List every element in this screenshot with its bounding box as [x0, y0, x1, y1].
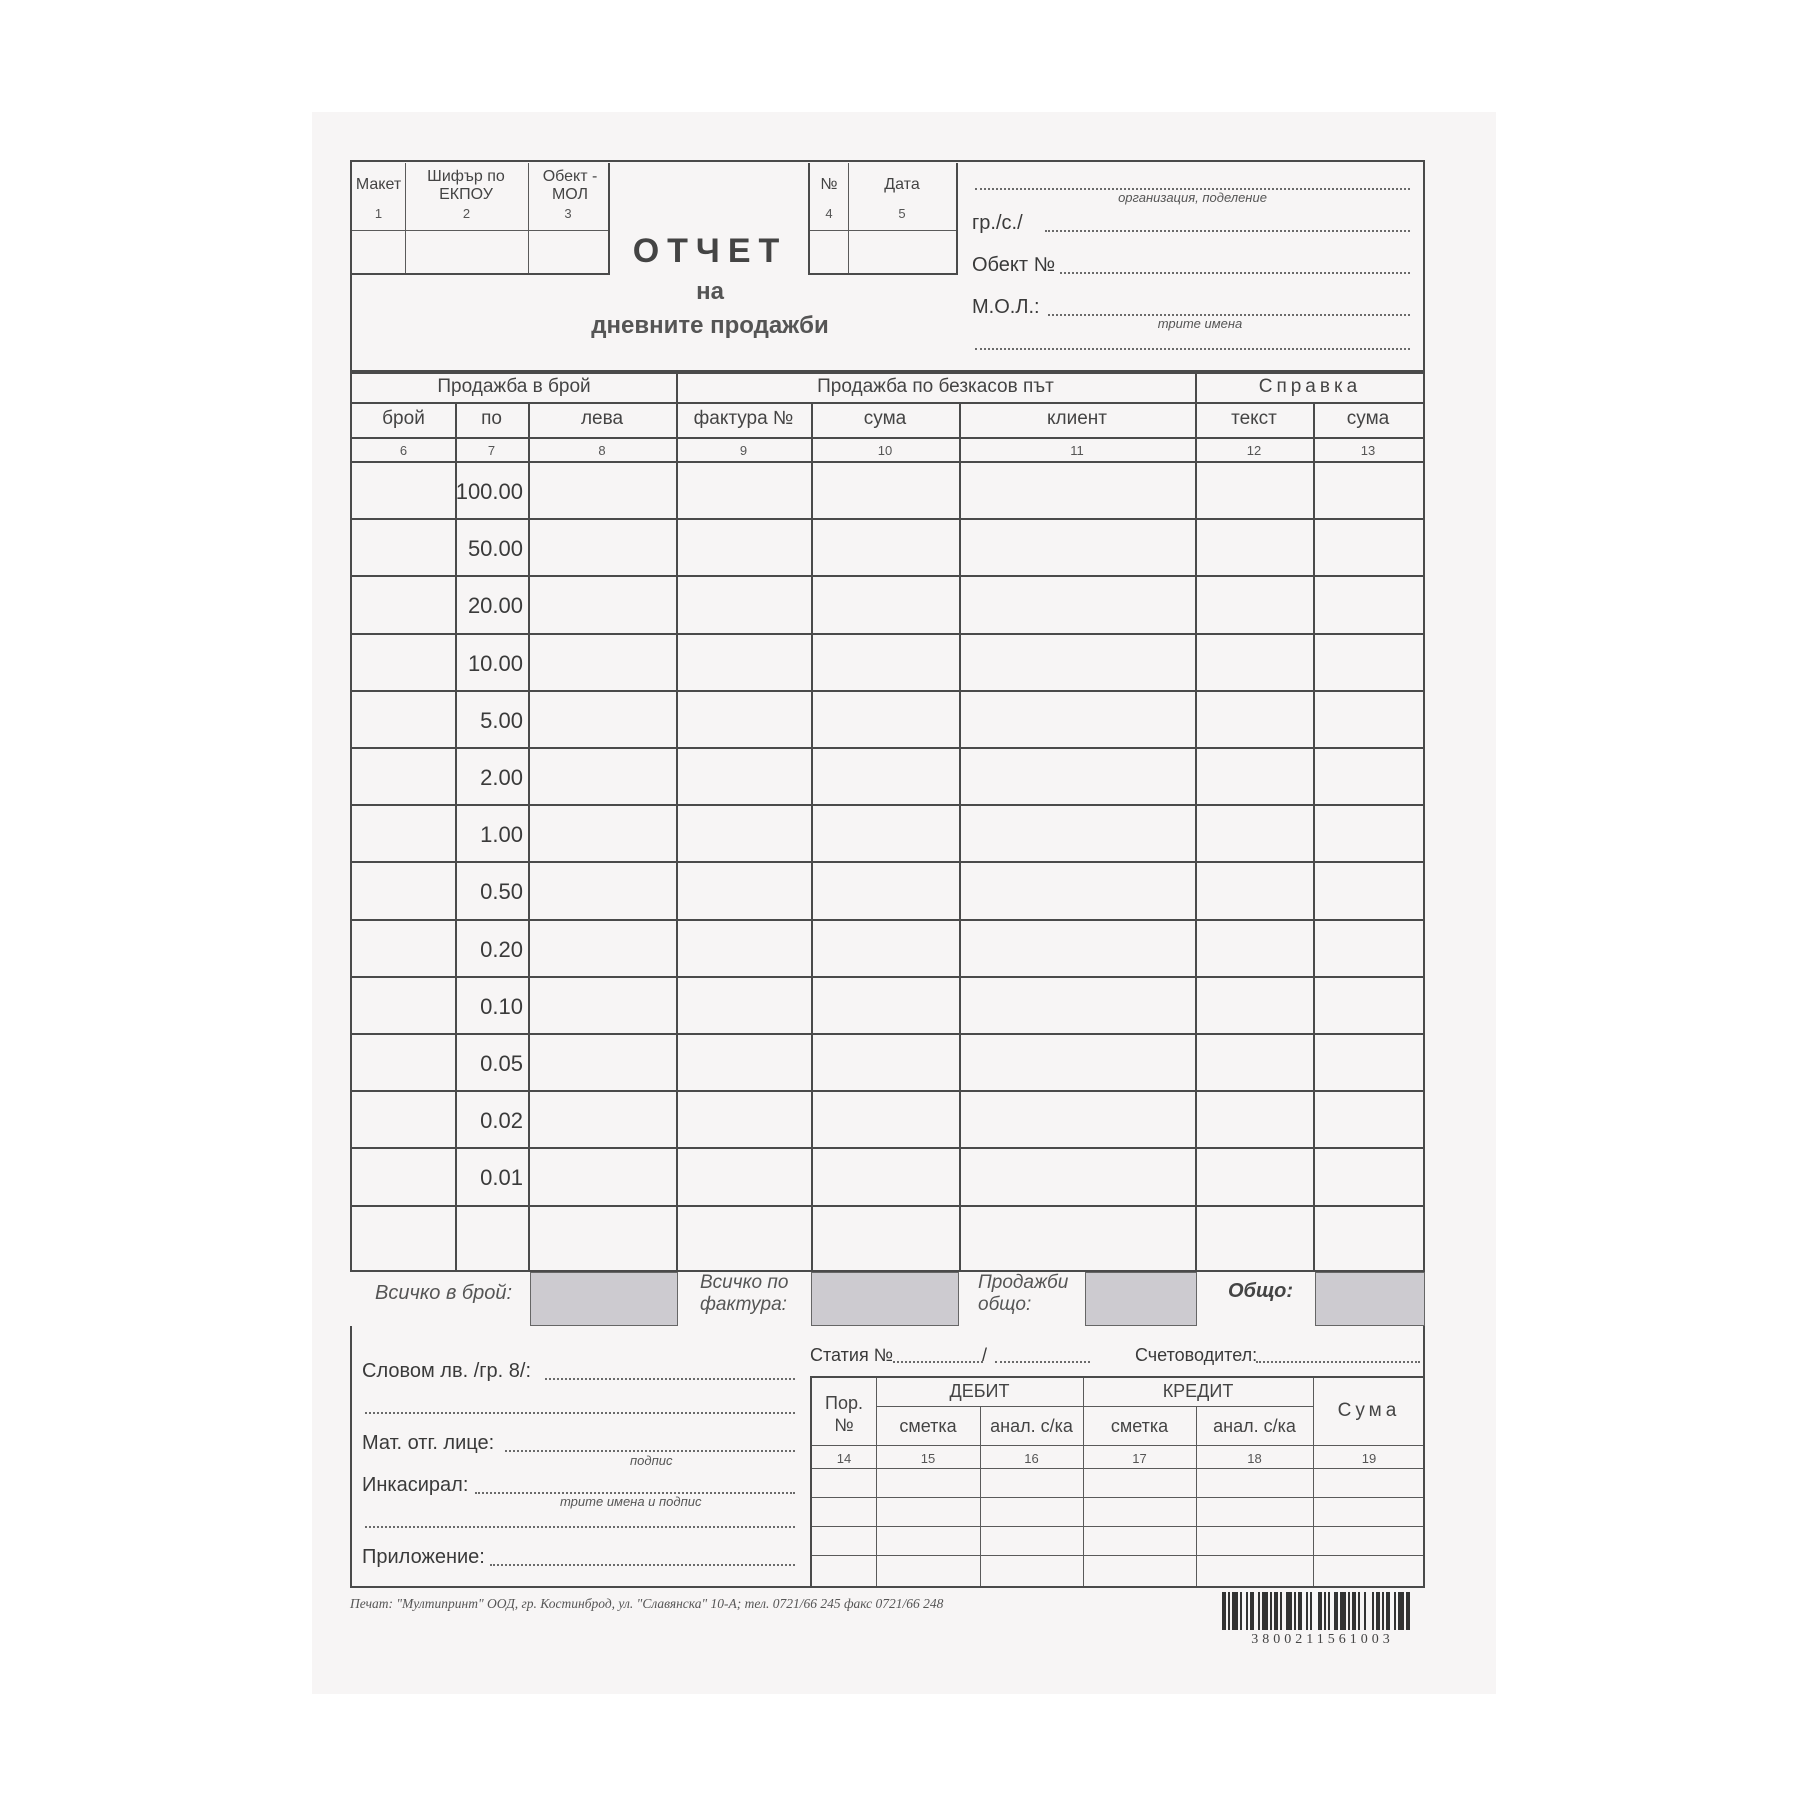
column-number: 10	[877, 443, 893, 458]
grand-total-label: Общо:	[1228, 1280, 1294, 1302]
code-box-left-divider	[352, 230, 608, 231]
amount-cell[interactable]	[528, 575, 676, 632]
ledger-hline-5	[812, 1526, 1423, 1527]
barcode-bar	[1376, 1592, 1380, 1630]
barcode-bar	[1280, 1592, 1282, 1630]
column-header: текст	[1231, 408, 1277, 429]
table-row-line	[352, 1205, 1423, 1207]
article-label: Статия №	[810, 1345, 894, 1365]
count-cell[interactable]	[352, 1090, 455, 1147]
ledger-hline-1	[876, 1406, 1313, 1407]
column-sep-2	[811, 402, 813, 1272]
ledger-num-16: 16	[1024, 1451, 1039, 1466]
denomination-value: 20.00	[467, 593, 523, 619]
column-sep-3	[959, 402, 961, 1272]
denomination-value: 0.10	[480, 993, 523, 1019]
maket-label: Макет	[355, 176, 402, 193]
count-cell[interactable]	[352, 919, 455, 976]
amount-cell[interactable]	[528, 976, 676, 1033]
group-sep-2	[1195, 372, 1197, 1272]
table-row-line	[352, 747, 1423, 749]
sales-total-field[interactable]	[1085, 1272, 1197, 1326]
barcode-bar	[1250, 1592, 1254, 1630]
column-number: 6	[399, 443, 408, 458]
invoice-total-label: Всичко по фактура:	[700, 1272, 789, 1315]
barcode-bar	[1352, 1592, 1356, 1630]
denomination-value: 0.20	[480, 936, 523, 962]
attachment-label: Приложение:	[362, 1546, 485, 1568]
barcode-bar	[1274, 1592, 1278, 1630]
count-cell[interactable]	[352, 518, 455, 575]
nomer-number: 4	[825, 206, 833, 221]
column-number: 12	[1246, 443, 1262, 458]
ledger-num-18: 18	[1247, 1451, 1262, 1466]
ledger-hline-3	[812, 1468, 1423, 1469]
title-sub2: дневните продажби	[591, 312, 829, 339]
cash-total-field[interactable]	[530, 1272, 678, 1326]
barcode-bar	[1406, 1592, 1410, 1630]
words-label: Словом лв. /гр. 8/:	[362, 1360, 532, 1382]
ledger-debit-smetka: сметка	[899, 1416, 957, 1436]
amount-cell[interactable]	[528, 690, 676, 747]
code-box-right-divider	[810, 230, 956, 231]
table-row-line	[352, 804, 1423, 806]
invoice-total-field[interactable]	[811, 1272, 959, 1326]
count-cell[interactable]	[352, 1033, 455, 1090]
names-caption: трите имена	[1157, 316, 1243, 331]
group-ref: Справка	[1258, 376, 1362, 397]
barcode-bar	[1382, 1592, 1384, 1630]
column-number: 13	[1360, 443, 1376, 458]
column-header: лева	[580, 408, 624, 429]
barcode-bar	[1270, 1592, 1272, 1630]
object-label: Обект №	[972, 254, 1056, 276]
ledger-credit-smetka: сметка	[1110, 1416, 1169, 1436]
barcode-bar	[1358, 1592, 1360, 1630]
maket-number: 1	[374, 206, 383, 221]
column-number: 8	[598, 443, 606, 458]
city-label: гр./с./	[972, 212, 1023, 234]
table-row-line	[352, 861, 1423, 863]
ledger-num-19: 19	[1361, 1451, 1377, 1466]
barcode-bar	[1286, 1592, 1292, 1630]
names-signature-caption: трите имена и подпис	[560, 1494, 702, 1509]
ledger-hline-4	[812, 1497, 1423, 1498]
city-line[interactable]	[1045, 230, 1410, 232]
signature-caption: подпис	[630, 1453, 673, 1468]
group-noncash: Продажба по безкасов път	[817, 376, 1054, 397]
amount-cell[interactable]	[528, 518, 676, 575]
column-number: 11	[1070, 443, 1084, 458]
amount-cell[interactable]	[528, 1205, 676, 1262]
count-cell[interactable]	[352, 690, 455, 747]
barcode-bar	[1232, 1592, 1238, 1630]
barcode-bar	[1246, 1592, 1248, 1630]
amount-cell[interactable]	[528, 804, 676, 861]
denomination-value: 0.02	[480, 1108, 523, 1134]
table-row-line	[352, 1033, 1423, 1035]
amount-cell[interactable]	[528, 1090, 676, 1147]
barcode-bar	[1298, 1592, 1302, 1630]
denomination-value: 100.00	[455, 479, 523, 504]
words-line-2[interactable]	[365, 1412, 795, 1414]
nomer-label: №	[820, 176, 838, 193]
amount-cell[interactable]	[528, 861, 676, 918]
barcode-number: 3800211561003	[1251, 1632, 1394, 1647]
header-row-line-3	[352, 461, 1423, 463]
barcode	[1222, 1592, 1427, 1630]
article-line-2[interactable]	[995, 1361, 1090, 1363]
barcode-bar	[1386, 1592, 1390, 1630]
barcode-bar	[1294, 1592, 1296, 1630]
column-header: сума	[863, 408, 907, 429]
group-cash: Продажба в брой	[437, 376, 591, 397]
sales-total-label: Продажби общо:	[978, 1272, 1069, 1315]
accountant-line[interactable]	[1256, 1361, 1420, 1363]
column-number: 7	[487, 443, 496, 458]
article-line-1[interactable]	[893, 1361, 983, 1363]
amount-cell[interactable]	[528, 461, 676, 518]
barcode-bar	[1334, 1592, 1338, 1630]
denomination-value: 50.00	[467, 536, 523, 562]
barcode-bar	[1398, 1592, 1404, 1630]
barcode-bar	[1340, 1592, 1346, 1630]
table-row-line	[352, 518, 1423, 520]
denomination-value: 2.00	[480, 765, 523, 790]
denomination-value: 5.00	[480, 707, 523, 733]
column-header: сума	[1346, 408, 1390, 429]
accountant-label: Счетоводител:	[1135, 1345, 1258, 1365]
table-row-line	[352, 1147, 1423, 1149]
denomination-value: 0.01	[480, 1165, 523, 1191]
org-caption: организация, поделение	[1118, 190, 1267, 205]
table-row-line	[352, 919, 1423, 921]
amount-cell[interactable]	[528, 1147, 676, 1204]
denomination-value: 0.50	[480, 879, 523, 905]
count-cell[interactable]	[352, 861, 455, 918]
ledger-num-14: 14	[836, 1451, 852, 1466]
ledger-debit-anal: анал. с/ка	[990, 1416, 1073, 1436]
data-number: 5	[898, 206, 906, 221]
column-header: фактура №	[693, 408, 794, 429]
table-row-line	[352, 633, 1423, 635]
mat-label: Мат. отг. лице:	[362, 1432, 495, 1454]
denomination-value: 10.00	[467, 650, 523, 676]
amount-cell[interactable]	[528, 747, 676, 804]
count-cell[interactable]	[352, 976, 455, 1033]
count-cell[interactable]	[352, 1147, 455, 1204]
ledger-hline-2	[812, 1445, 1423, 1446]
article-sep: /	[982, 1345, 988, 1365]
count-cell[interactable]	[352, 747, 455, 804]
header-row-line-2	[352, 437, 1423, 439]
column-sep-4	[1313, 402, 1315, 1272]
column-header: клиент	[1047, 408, 1107, 429]
amount-cell[interactable]	[528, 633, 676, 690]
mol-line-2[interactable]	[975, 348, 1410, 350]
barcode-bar	[1328, 1592, 1330, 1630]
ledger-num-17: 17	[1132, 1451, 1147, 1466]
barcode-bar	[1222, 1592, 1226, 1630]
mat-line[interactable]	[505, 1450, 795, 1452]
title-sub1: на	[696, 278, 724, 305]
count-cell[interactable]	[352, 804, 455, 861]
shifar-label: Шифър по ЕКПОУ	[427, 168, 505, 203]
collected-label: Инкасирал:	[362, 1474, 469, 1496]
collected-line-2[interactable]	[365, 1526, 795, 1528]
barcode-bar	[1318, 1592, 1322, 1630]
table-row-line	[352, 575, 1423, 577]
barcode-bar	[1372, 1592, 1374, 1630]
denomination-value: 0.05	[480, 1051, 523, 1076]
ledger-credit: КРЕДИТ	[1162, 1381, 1234, 1401]
grand-total-field[interactable]	[1315, 1272, 1425, 1326]
object-line[interactable]	[1060, 272, 1410, 274]
attachment-line[interactable]	[490, 1564, 795, 1566]
barcode-bar	[1262, 1592, 1268, 1630]
amount-cell[interactable]	[528, 919, 676, 976]
table-row-line	[352, 1090, 1423, 1092]
title-main: ОТЧЕТ	[632, 232, 788, 270]
ledger-num-15: 15	[920, 1451, 936, 1466]
words-line[interactable]	[545, 1378, 795, 1380]
count-cell[interactable]	[352, 575, 455, 632]
mol-label: М.О.Л.:	[972, 296, 1040, 318]
table-row-line	[352, 976, 1423, 978]
data-label: Дата	[884, 176, 920, 193]
ledger-credit-anal: анал. с/ка	[1213, 1416, 1296, 1436]
barcode-bar	[1228, 1592, 1230, 1630]
header-row-line-1	[352, 402, 1423, 404]
denomination-value: 1.00	[480, 822, 523, 848]
count-cell[interactable]	[352, 1205, 455, 1262]
count-cell[interactable]	[352, 461, 455, 518]
ledger-hline-6	[812, 1555, 1423, 1556]
ledger-por: Пор. №	[825, 1393, 863, 1435]
group-sep-1	[676, 372, 678, 1272]
printer-info: Печат: "Мултипринт" ООД, гр. Костинброд, ул. "Славянска" 10-А; тел. 0721/66 245 факс 0721/66 248	[350, 1596, 944, 1611]
amount-cell[interactable]	[528, 1033, 676, 1090]
shifar-number: 2	[462, 206, 471, 221]
column-number: 9	[739, 443, 748, 458]
table-row-line	[352, 690, 1423, 692]
column-header: по	[481, 408, 502, 429]
barcode-bar	[1258, 1592, 1260, 1630]
count-cell[interactable]	[352, 633, 455, 690]
barcode-bar	[1240, 1592, 1242, 1630]
cash-total-label: Всичко в брой:	[375, 1282, 513, 1304]
barcode-bar	[1324, 1592, 1326, 1630]
ledger-debit: ДЕБИТ	[949, 1381, 1010, 1401]
barcode-bar	[1310, 1592, 1312, 1630]
barcode-bar	[1306, 1592, 1308, 1630]
barcode-bar	[1394, 1592, 1396, 1630]
column-header: брой	[382, 408, 425, 429]
barcode-bar	[1348, 1592, 1350, 1630]
obekt-mol-number: 3	[564, 206, 572, 221]
ledger-suma: Сума	[1337, 1400, 1401, 1421]
obekt-mol-label: Обект - МОЛ	[542, 168, 598, 203]
barcode-bar	[1364, 1592, 1366, 1630]
